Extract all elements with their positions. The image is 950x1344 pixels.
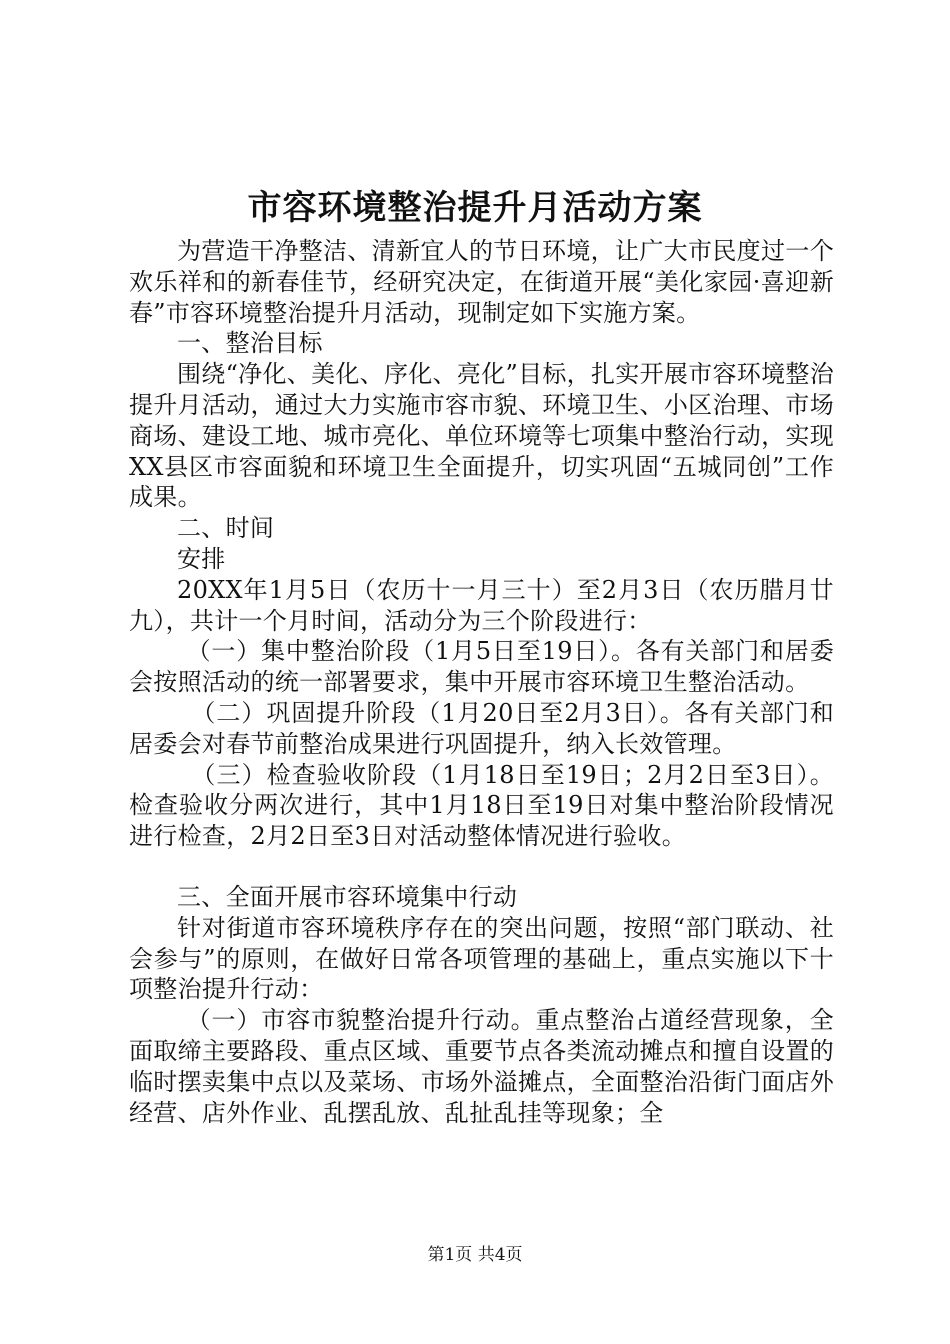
document-title: 市容环境整治提升月活动方案 xyxy=(247,188,703,228)
page-footer: 第1页 共4页 xyxy=(427,1245,523,1265)
heading-actions: 三、全面开展市容环境集中行动 xyxy=(177,882,518,911)
paragraph-goals: 围绕“净化、美化、序化、亮化”目标，扎实开展市容环境整治提升月活动，通过大力实施市容市貌、环境卫生、小区治理、市场商场、建设工地、城市亮化、单位环境等七项集中整治行动，实现XX县区市容面貌和环境卫生全面提升，切实巩固“五城同创”工作成果。 xyxy=(129,360,834,512)
paragraph-schedule: 20XX年1月5日（农历十一月三十）至2月3日（农历腊月廿九），共计一个月时间，活动分为三个阶段进行： xyxy=(129,575,834,635)
paragraph-stage-3: （三）检查验收阶段（1月18日至19日；2月2日至3日）。检查验收分两次进行，其中1月18日至19日对集中整治阶段情况进行检查，2月2日至3日对活动整体情况进行验收。 xyxy=(129,760,834,851)
paragraph-action-1: （一）市容市貌整治提升行动。重点整治占道经营现象，全面取缔主要路段、重点区域、重要节点各类流动摊点和擅自设置的临时摆卖集中点以及菜场、市场外溢摊点，全面整治沿街门面店外经营、店外作业、乱摆乱放、乱扯乱挂等现象；全 xyxy=(129,1006,834,1127)
heading-time: 二、时间 xyxy=(177,514,275,543)
paragraph-stage-2: （二）巩固提升阶段（1月20日至2月3日）。各有关部门和居委会对春节前整治成果进行巩固提升，纳入长效管理。 xyxy=(129,698,834,758)
heading-goals: 一、整治目标 xyxy=(177,329,323,358)
paragraph-intro: 为营造干净整洁、清新宜人的节日环境，让广大市民度过一个欢乐祥和的新春佳节，经研究决定，在街道开展“美化家园·喜迎新春”市容环境整治提升月活动，现制定如下实施方案。 xyxy=(129,237,834,327)
paragraph-stage-1: （一）集中整治阶段（1月5日至19日）。各有关部门和居委会按照活动的统一部署要求，集中开展市容环境卫生整治活动。 xyxy=(129,637,834,697)
paragraph-actions-intro: 针对街道市容环境秩序存在的突出问题，按照“部门联动、社会参与”的原则，在做好日常各项管理的基础上，重点实施以下十项整治提升行动： xyxy=(129,913,834,1004)
document-body xyxy=(129,236,834,1128)
heading-time-arrangement: 安排 xyxy=(177,544,226,573)
